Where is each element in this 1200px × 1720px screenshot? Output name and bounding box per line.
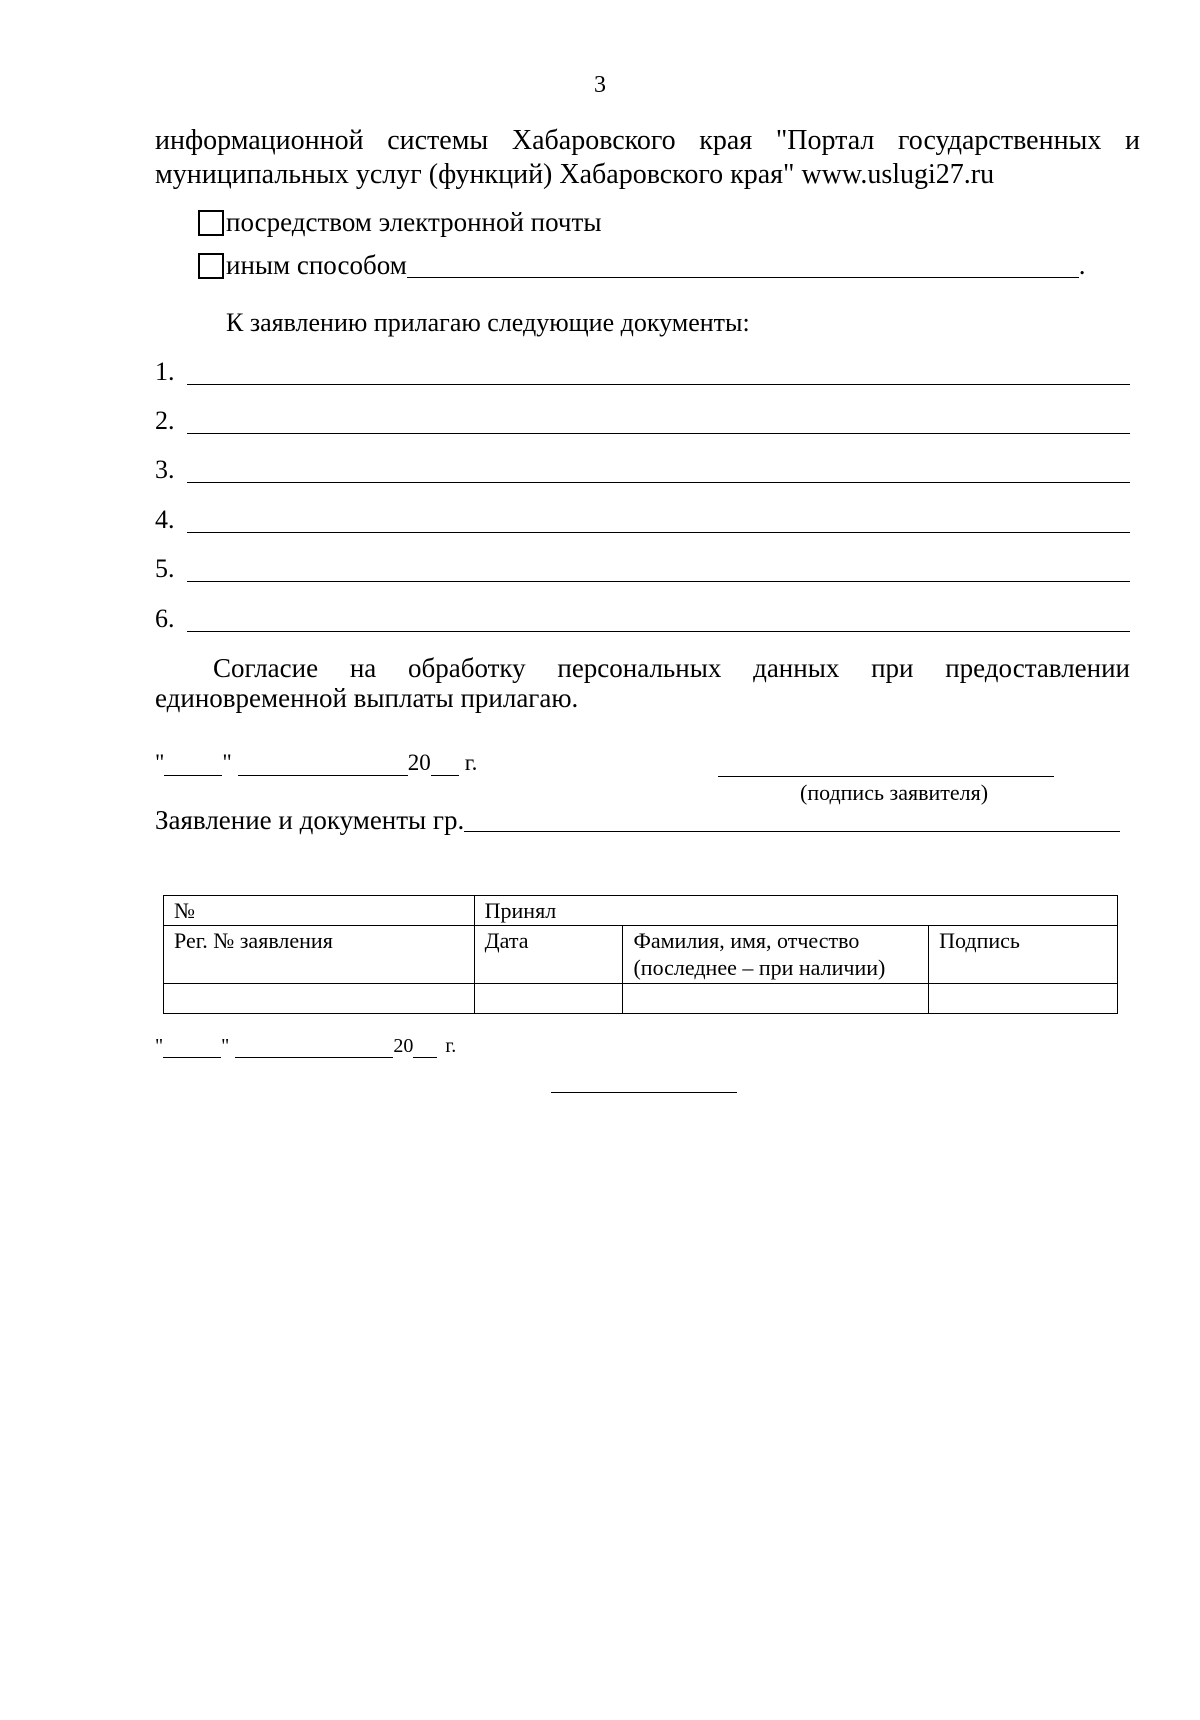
table-cell-full-name xyxy=(623,926,929,984)
table-row xyxy=(164,926,1118,984)
intro-paragraph xyxy=(155,124,1140,192)
full-name-line-2: (последнее – при наличии) xyxy=(633,955,886,980)
registry-table xyxy=(163,895,1118,1014)
option-other-period: . xyxy=(1078,250,1086,280)
other-method-checkbox[interactable] xyxy=(198,253,224,279)
table-row xyxy=(164,896,1118,926)
attachment-row-4[interactable] xyxy=(155,505,1130,535)
option-other-label: иным способом xyxy=(226,250,407,280)
table-cell-date: Дата xyxy=(474,926,623,984)
option-other-row[interactable] xyxy=(198,250,1086,281)
full-name-line-1: Фамилия, имя, отчество xyxy=(633,928,860,953)
attachment-number: 4. xyxy=(155,505,175,534)
attachment-field[interactable] xyxy=(187,384,1130,385)
received-label: Заявление и документы гр. xyxy=(155,805,465,835)
attachment-field[interactable] xyxy=(187,631,1130,632)
attachment-row-6[interactable] xyxy=(155,604,1130,634)
email-checkbox[interactable] xyxy=(198,210,224,236)
page-number: 3 xyxy=(594,72,606,98)
attachment-number: 2. xyxy=(155,406,175,435)
attachment-row-3[interactable] xyxy=(155,455,1130,485)
attachment-number: 5. xyxy=(155,554,175,583)
reg-date-year-field[interactable] xyxy=(413,1039,437,1058)
consent-line-2: единовременной выплаты прилагаю. xyxy=(155,683,579,713)
date-day-field[interactable] xyxy=(164,755,222,776)
reg-number-input-cell[interactable] xyxy=(164,984,475,1014)
date-input-cell[interactable] xyxy=(474,984,623,1014)
closing-rule xyxy=(551,1092,737,1093)
attachment-number: 3. xyxy=(155,455,175,484)
attachment-row-5[interactable] xyxy=(155,554,1130,584)
attachment-field[interactable] xyxy=(187,482,1130,483)
table-cell-reg-number: Рег. № заявления xyxy=(164,926,475,984)
reg-date-day-field[interactable] xyxy=(163,1039,221,1058)
attachment-row-2[interactable] xyxy=(155,406,1130,436)
table-cell-accepted: Принял xyxy=(474,896,1117,926)
attachments-heading: К заявлению прилагаю следующие документы: xyxy=(226,308,750,337)
table-row[interactable] xyxy=(164,984,1118,1014)
attachment-row-1[interactable] xyxy=(155,357,1130,387)
intro-line-2: муниципальных услуг (функций) Хабаровского края" www.uslugi27.ru xyxy=(155,159,995,190)
applicant-signature-field[interactable] xyxy=(718,776,1054,777)
attachment-number: 1. xyxy=(155,357,175,386)
table-cell-number: № xyxy=(164,896,475,926)
attachment-field[interactable] xyxy=(187,433,1130,434)
received-name-field[interactable] xyxy=(464,831,1120,832)
other-method-field[interactable] xyxy=(407,253,1079,278)
date-year-field[interactable] xyxy=(431,755,459,776)
attachment-field[interactable] xyxy=(187,532,1130,533)
attachment-field[interactable] xyxy=(187,581,1130,582)
option-email-label: посредством электронной почты xyxy=(226,207,602,237)
application-date: " " 20 г. xyxy=(155,750,478,775)
date-month-field[interactable] xyxy=(238,755,408,776)
signature-caption: (подпись заявителя) xyxy=(800,780,989,805)
consent-paragraph xyxy=(155,653,1130,713)
consent-line-1: Согласие на обработку персональных данных при предоставлении xyxy=(213,653,1130,683)
reg-date-month-field[interactable] xyxy=(235,1039,393,1058)
registration-date: " " 20 г. xyxy=(155,1035,457,1057)
signature-input-cell[interactable] xyxy=(929,984,1118,1014)
option-email-row[interactable] xyxy=(198,207,601,238)
attachment-number: 6. xyxy=(155,604,175,633)
table-cell-signature: Подпись xyxy=(929,926,1118,984)
intro-line-1: информационной системы Хабаровского края "Портал государственных и xyxy=(155,125,1140,156)
full-name-input-cell[interactable] xyxy=(623,984,929,1014)
received-row[interactable] xyxy=(155,805,1120,836)
